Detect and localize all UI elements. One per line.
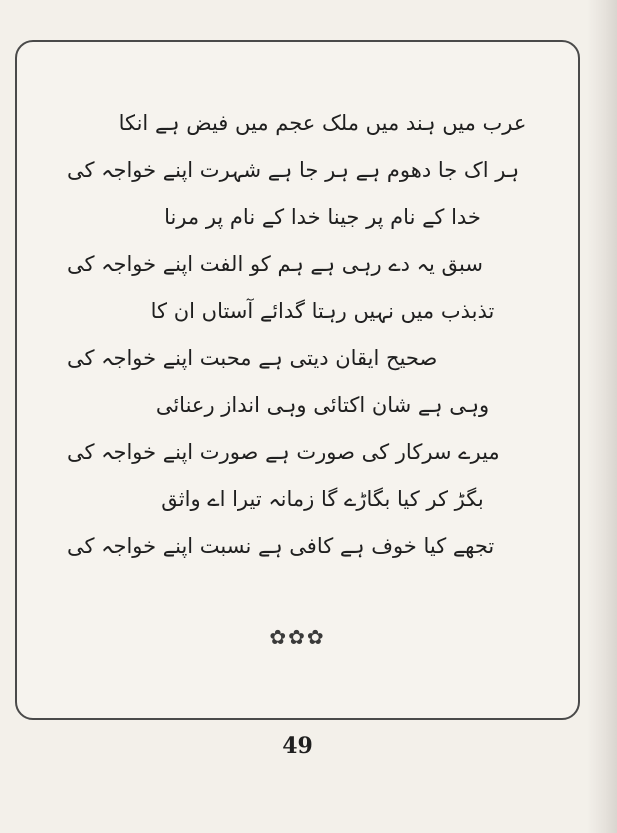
page-number: 49 (282, 733, 313, 759)
verse-line: تذبذب میں نہیں رہتا گدائے آستاں ان کا (150, 299, 495, 323)
verse-line: سبق یہ دے رہی ہے ہم کو الفت اپنے خواجہ کی (67, 252, 483, 276)
verse-line: میرے سرکار کی صورت ہے صورت اپنے خواجہ کی (67, 440, 500, 464)
page-frame (15, 40, 580, 720)
verse-line: صحیح ایقان دیتی ہے محبت اپنے خواجہ کی (67, 346, 438, 370)
verse-line: وہی ہے شان اکتائی وہی انداز رعنائی (155, 393, 490, 417)
poem (47, 100, 548, 570)
verse-line: تجھے کیا خوف ہے کافی ہے نسبت اپنے خواجہ کی (67, 534, 495, 558)
verse-line: بگڑ کر کیا بگاڑے گا زمانہ تیرا اے واثق (161, 487, 484, 511)
verse-line: ہر اک جا دھوم ہے ہر جا ہے شہرت اپنے خواجہ کی (67, 158, 520, 182)
page-edge-shadow (587, 0, 617, 833)
verse-line: خدا کے نام پر جینا خدا کے نام پر مرنا (164, 205, 481, 229)
flower-ornament-icon: ✿✿✿ (269, 625, 326, 649)
verse-line: عرب میں ہند میں ملک عجم میں فیض ہے انکا (118, 111, 527, 135)
